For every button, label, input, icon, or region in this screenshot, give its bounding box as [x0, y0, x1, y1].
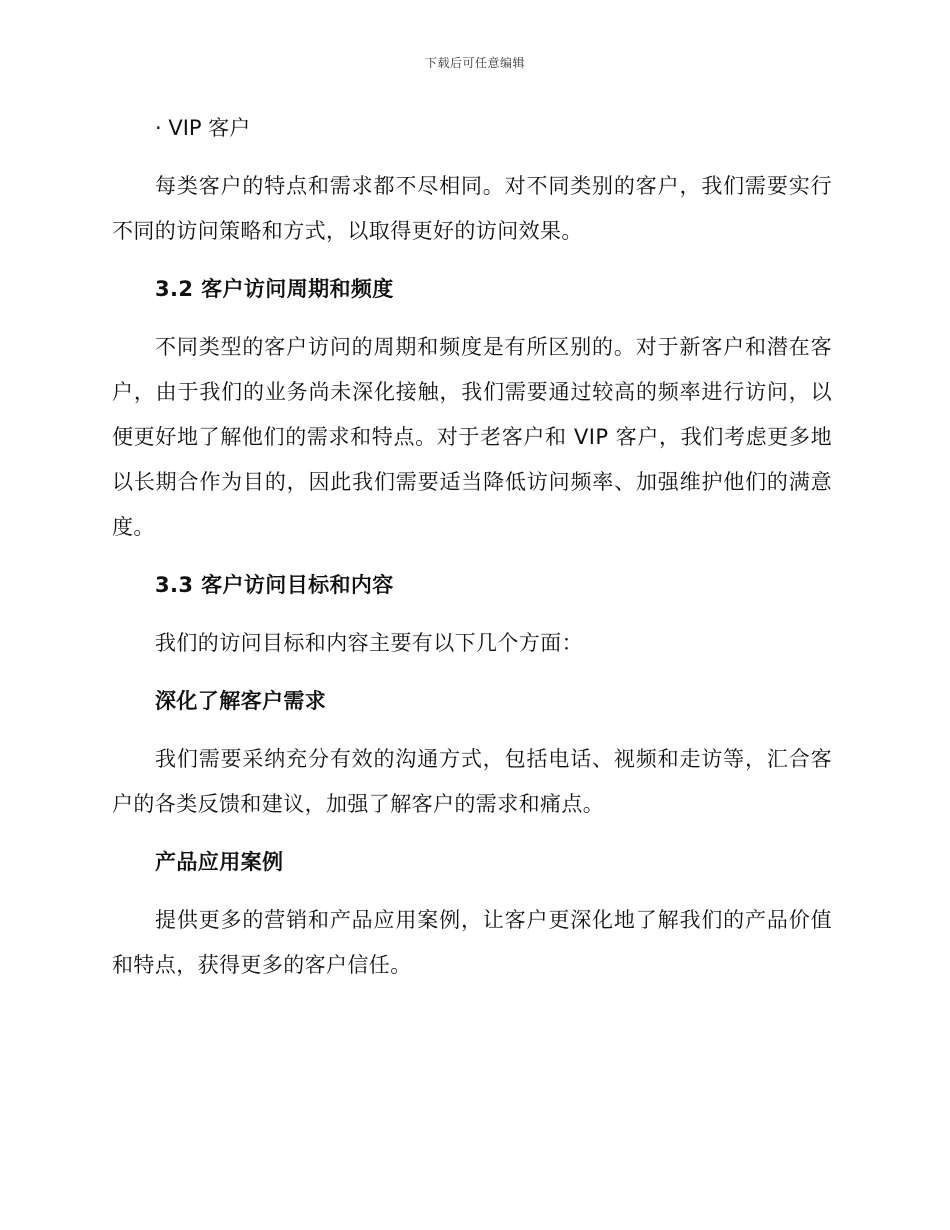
page-header-note: 下载后可任意编辑 — [424, 56, 525, 70]
paragraph-product-cases: 提供更多的营销和产品应用案例，让客户更深化地了解我们的产品价值和特点，获得更多的客户信任。 — [112, 908, 832, 977]
paragraph-visit-goals-intro: 我们的访问目标和内容主要有以下几个方面： — [155, 631, 583, 655]
paragraph-customer-types: 每类客户的特点和需求都不尽相同。对不同类别的客户，我们需要实行不同的访问策略和方式，以取得更好的访问效果。 — [112, 174, 832, 243]
paragraph-understand-needs: 我们需要采纳充分有效的沟通方式，包括电话、视频和走访等，汇合客户的各类反馈和建议，加强了解客户的需求和痛点。 — [112, 747, 832, 816]
paragraph-visit-frequency: 不同类型的客户访问的周期和频度是有所区别的。对于新客户和潜在客户，由于我们的业务尚未深化接触，我们需要通过较高的频率进行访问，以便更好地了解他们的需求和特点。对于老客户和 VIP 客户，我们考虑更多地以长期合作为目的，因此我们需要适当降低访问频率、加强维护他们的满意度。 — [112, 335, 832, 539]
bullet-item-vip: · VIP 客户 — [155, 116, 251, 140]
subheading-product-cases: 产品应用案例 — [155, 850, 284, 874]
document-body — [112, 106, 832, 988]
section-heading-3-2: 3.2 客户访问周期和频度 — [155, 277, 394, 301]
subheading-understand-needs: 深化了解客户需求 — [155, 689, 327, 713]
section-heading-3-3: 3.3 客户访问目标和内容 — [155, 573, 394, 597]
